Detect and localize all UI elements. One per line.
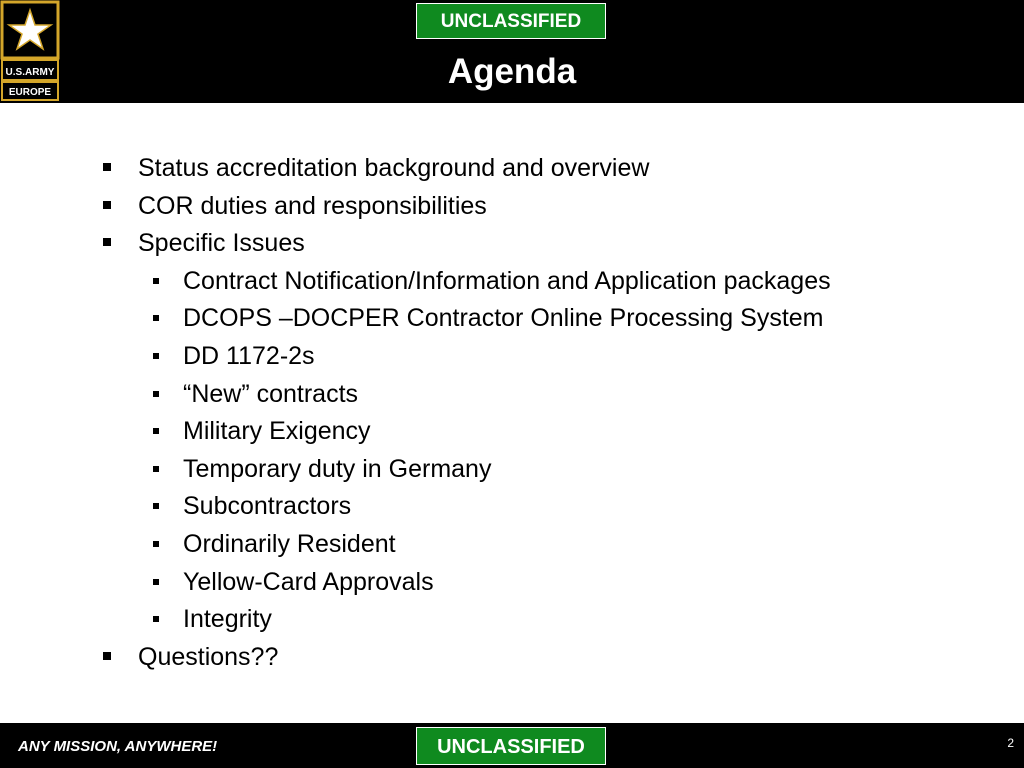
agenda-item-text: DD 1172-2s xyxy=(183,342,315,370)
square-bullet-icon xyxy=(153,503,159,509)
square-bullet-icon xyxy=(153,579,159,585)
agenda-subitem xyxy=(183,413,371,449)
slide-title: Agenda xyxy=(447,52,577,91)
agenda-subitem xyxy=(183,451,491,487)
logo-text-line2: EUROPE xyxy=(8,87,52,98)
agenda-item xyxy=(138,639,278,675)
square-bullet-icon xyxy=(153,353,159,359)
agenda-subitem xyxy=(183,263,831,299)
agenda-item-text: Military Exigency xyxy=(183,417,371,446)
classification-banner-bottom: UNCLASSIFIED xyxy=(416,727,606,765)
agenda-subitem xyxy=(183,338,315,374)
agenda-item-text: Integrity xyxy=(183,605,272,634)
agenda-item-text: Temporary duty in Germany xyxy=(183,454,492,483)
agenda-item-text: Subcontractors xyxy=(183,492,352,521)
agenda-subitem xyxy=(183,300,824,336)
agenda-item-text: Specific Issues xyxy=(138,229,305,258)
classification-banner-top: UNCLASSIFIED xyxy=(416,3,606,39)
square-bullet-icon xyxy=(153,616,159,622)
agenda-subitem xyxy=(183,488,351,524)
agenda-item-text: COR duties and responsibilities xyxy=(138,191,487,220)
agenda-item xyxy=(138,150,649,186)
square-bullet-icon xyxy=(103,652,111,660)
agenda-subitem xyxy=(183,564,434,600)
agenda-item-text: Status accreditation background and overview xyxy=(138,154,650,182)
square-bullet-icon xyxy=(153,315,159,321)
agenda-item-text: Ordinarily Resident xyxy=(183,530,396,558)
slide-header xyxy=(0,0,1024,103)
square-bullet-icon xyxy=(103,238,111,246)
agenda-item-text: DCOPS –DOCPER Contractor Online Processing System xyxy=(183,304,824,333)
agenda-item-text: “New” contracts xyxy=(183,379,359,408)
page-number: 2 xyxy=(1007,736,1014,750)
square-bullet-icon xyxy=(103,163,111,171)
agenda-item xyxy=(138,225,305,261)
square-bullet-icon xyxy=(153,391,159,397)
agenda-subitem xyxy=(183,601,272,637)
square-bullet-icon xyxy=(153,278,159,284)
agenda-subitem xyxy=(183,526,396,562)
agenda-subitem xyxy=(183,376,358,412)
square-bullet-icon xyxy=(153,428,159,434)
agenda-item-text: Questions?? xyxy=(138,642,279,671)
square-bullet-icon xyxy=(153,541,159,547)
square-bullet-icon xyxy=(103,201,111,209)
footer-motto: ANY MISSION, ANYWHERE! xyxy=(18,738,218,755)
agenda-item xyxy=(138,188,487,224)
agenda-item-text: Contract Notification/Information and Application packages xyxy=(183,266,831,295)
logo-text-line1: U.S.ARMY xyxy=(5,67,55,78)
square-bullet-icon xyxy=(153,466,159,472)
agenda-item-text: Yellow-Card Approvals xyxy=(183,567,434,596)
